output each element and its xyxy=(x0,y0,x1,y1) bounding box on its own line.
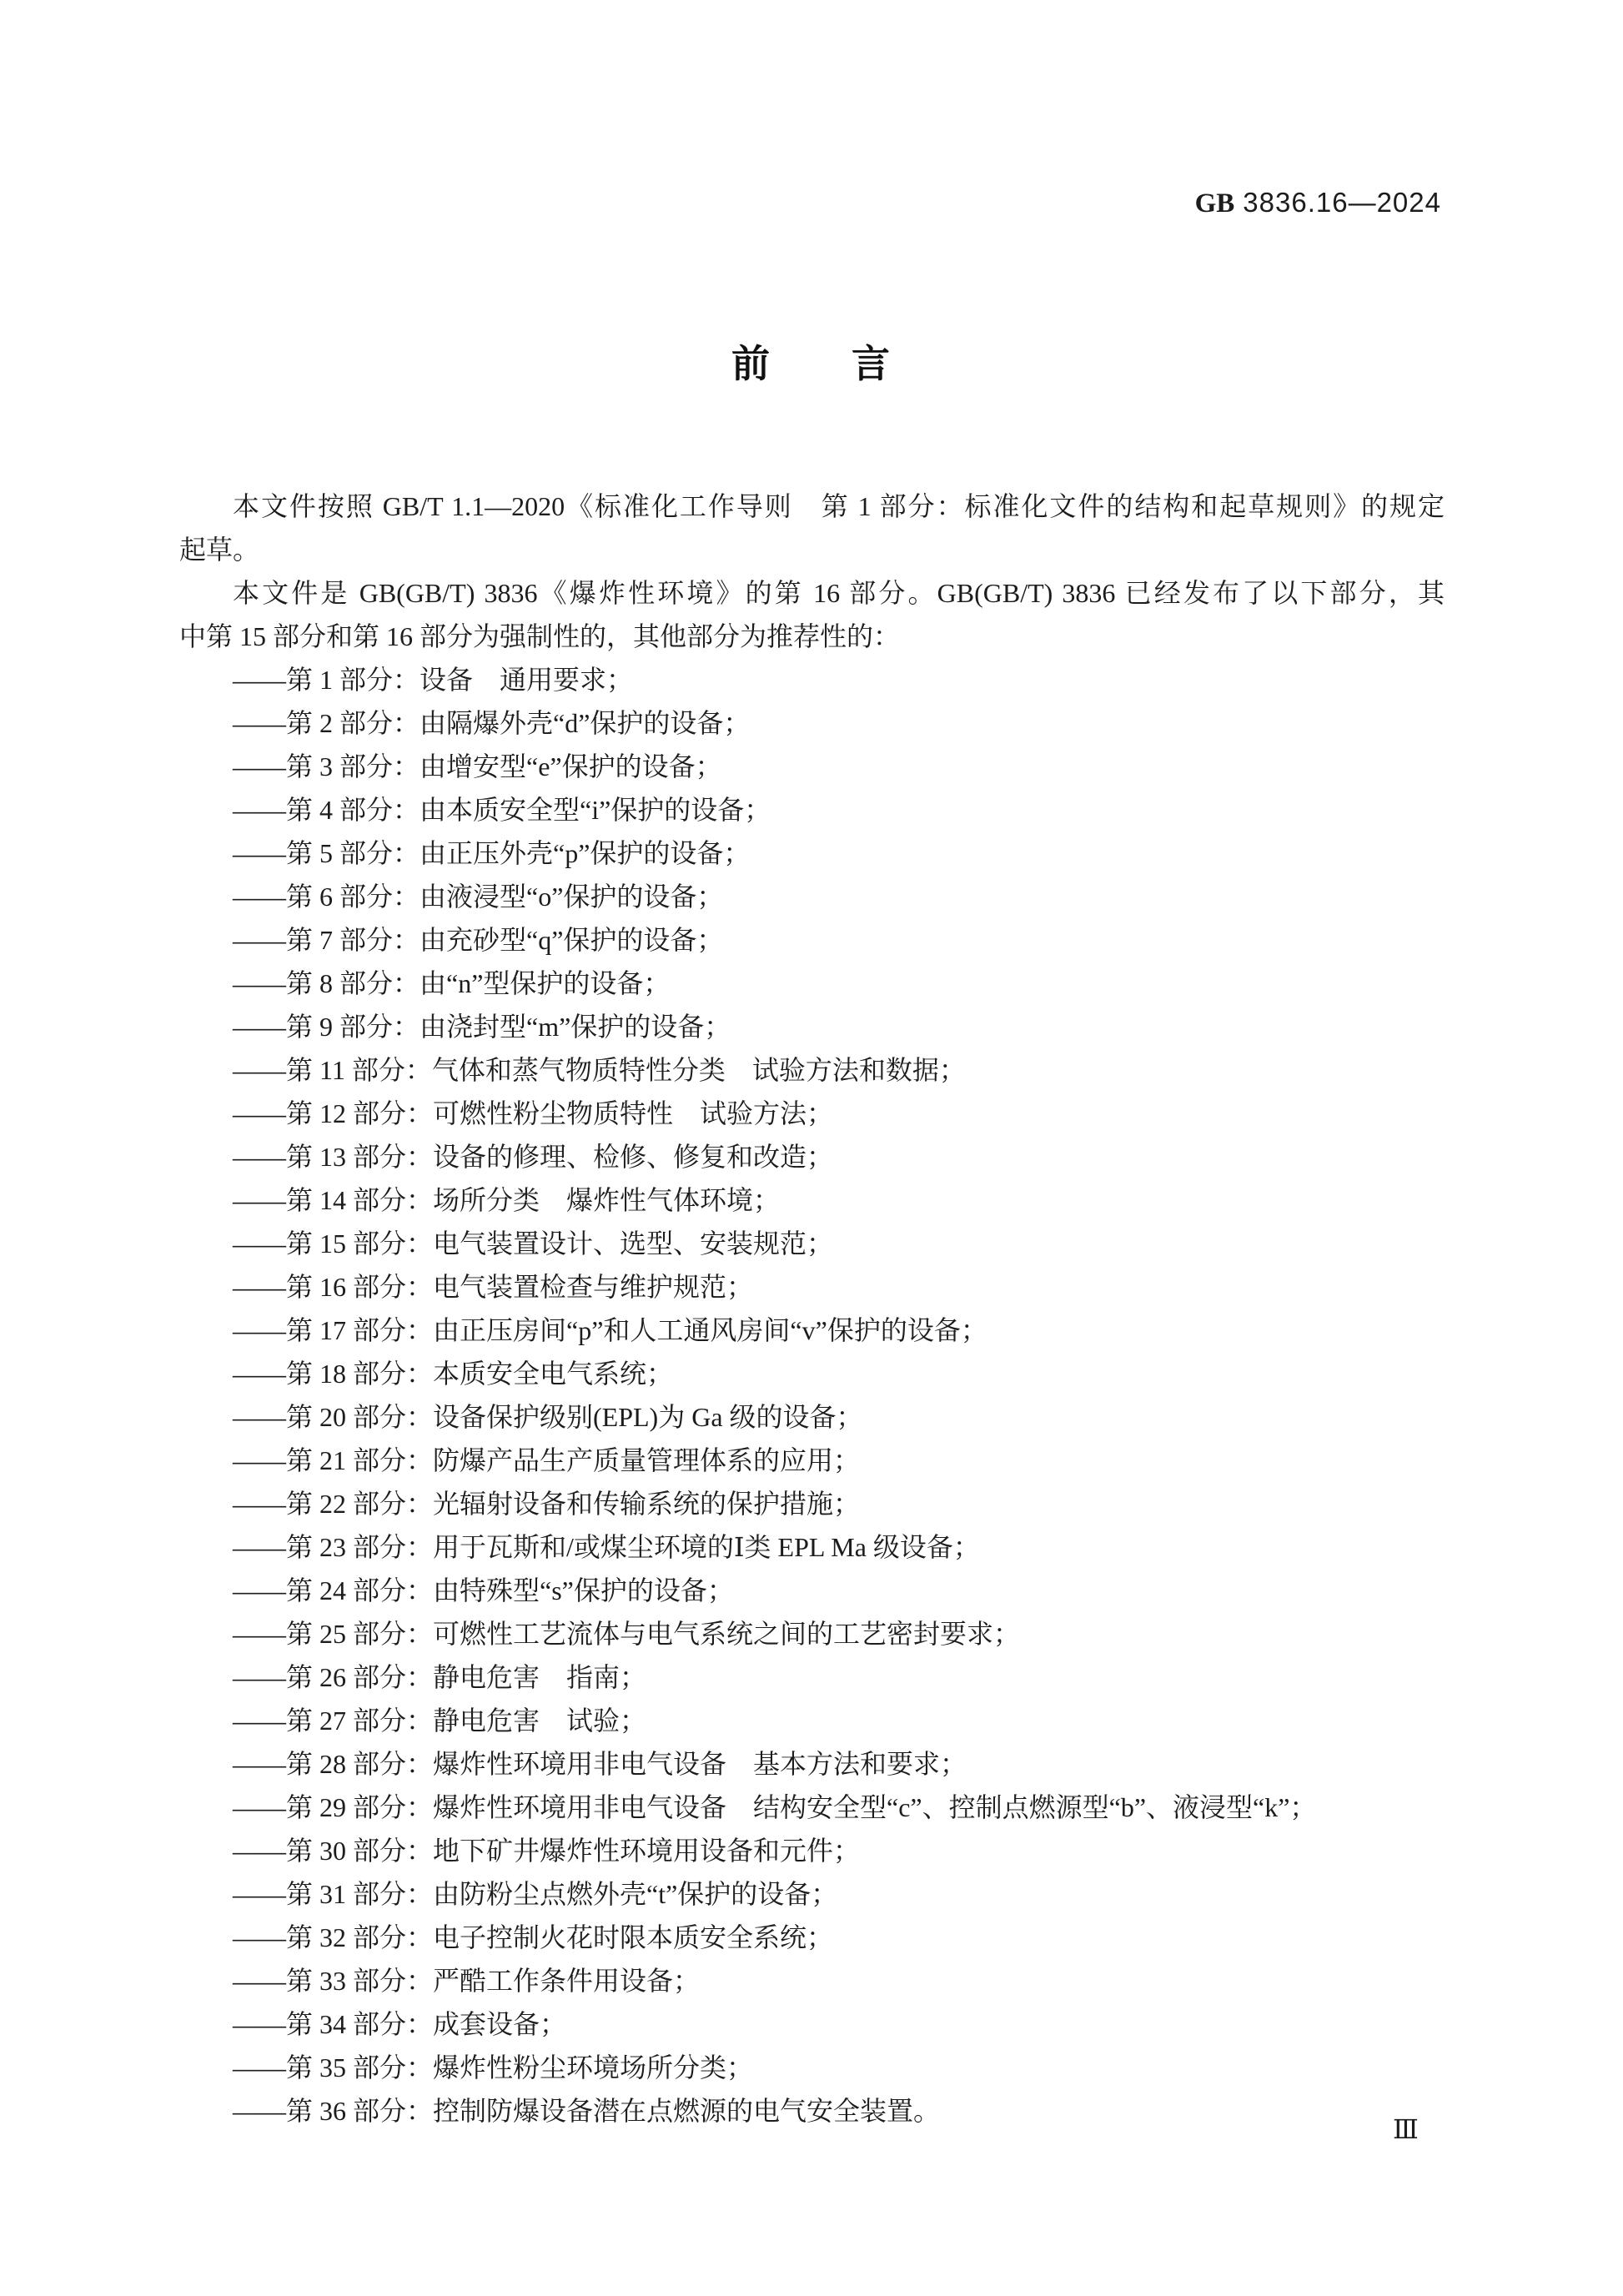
doc-code xyxy=(1195,187,1441,219)
foreword-part-item: ——第 21 部分：防爆产品生产质量管理体系的应用； xyxy=(233,1445,861,1475)
page-title: 前 言 xyxy=(731,342,892,385)
foreword-part-item: ——第 34 部分：成套设备； xyxy=(233,2009,567,2039)
foreword-part-item: ——第 27 部分：静电危害 试验； xyxy=(233,1706,647,1736)
foreword-part-item: ——第 8 部分：由“n”型保护的设备； xyxy=(233,968,671,998)
foreword-paragraph-line: 中第 15 部分和第 16 部分为强制性的，其他部分为推荐性的： xyxy=(179,621,901,651)
foreword-part-item: ——第 14 部分：场所分类 爆炸性气体环境； xyxy=(233,1185,781,1215)
foreword-part-item: ——第 4 部分：由本质安全型“i”保护的设备； xyxy=(233,795,771,825)
foreword-part-item: ——第 2 部分：由隔爆外壳“d”保护的设备； xyxy=(233,708,751,738)
foreword-part-item: ——第 28 部分：爆炸性环境用非电气设备 基本方法和要求； xyxy=(233,1749,967,1779)
foreword-paragraph-line: 本文件是 GB(GB/T) 3836《爆炸性环境》的第 16 部分。GB(GB/T) 3836 已经发布了以下部分，其 xyxy=(233,578,1445,608)
foreword-part-item: ——第 22 部分：光辐射设备和传输系统的保护措施； xyxy=(233,1489,861,1519)
foreword-part-item: ——第 36 部分：控制防爆设备潜在点燃源的电气安全装置。 xyxy=(233,2096,941,2126)
foreword-part-item: ——第 18 部分：本质安全电气系统； xyxy=(233,1359,674,1389)
foreword-part-item: ——第 31 部分：由防粉尘点燃外壳“t”保护的设备； xyxy=(233,1879,838,1909)
foreword-part-item: ——第 13 部分：设备的修理、检修、修复和改造； xyxy=(233,1142,834,1172)
foreword-part-item: ——第 35 部分：爆炸性粉尘环境场所分类； xyxy=(233,2052,754,2082)
foreword-part-item: ——第 6 部分：由液浸型“o”保护的设备； xyxy=(233,882,724,912)
foreword-part-item: ——第 24 部分：由特殊型“s”保护的设备； xyxy=(233,1575,734,1605)
foreword-part-item: ——第 25 部分：可燃性工艺流体与电气系统之间的工艺密封要求； xyxy=(233,1619,1021,1649)
foreword-part-item: ——第 20 部分：设备保护级别(EPL)为 Ga 级的设备； xyxy=(233,1402,863,1432)
foreword-part-item: ——第 17 部分：由正压房间“p”和人工通风房间“v”保护的设备； xyxy=(233,1315,987,1345)
foreword-part-item: ——第 23 部分：用于瓦斯和/或煤尘环境的Ⅰ类 EPL Ma 级设备； xyxy=(233,1532,980,1562)
foreword-part-item: ——第 16 部分：电气装置检查与维护规范； xyxy=(233,1272,754,1302)
foreword-paragraph-line: 本文件按照 GB/T 1.1—2020《标准化工作导则 第 1 部分：标准化文件的结构和起草规则》的规定 xyxy=(233,491,1445,521)
foreword-part-item: ——第 30 部分：地下矿井爆炸性环境用设备和元件； xyxy=(233,1836,861,1866)
foreword-part-item: ——第 1 部分：设备 通用要求； xyxy=(233,665,634,695)
doc-code-number: 3836.16—2024 xyxy=(1243,187,1441,218)
foreword-part-item: ——第 12 部分：可燃性粉尘物质特性 试验方法； xyxy=(233,1098,834,1128)
foreword-content xyxy=(179,485,1445,2133)
foreword-part-item: ——第 29 部分：爆炸性环境用非电气设备 结构安全型“c”、控制点燃源型“b”、液浸型“k”； xyxy=(233,1792,1317,1822)
foreword-part-item: ——第 26 部分：静电危害 指南； xyxy=(233,1662,647,1692)
foreword-part-item: ——第 5 部分：由正压外壳“p”保护的设备； xyxy=(233,838,751,868)
foreword-part-item: ——第 7 部分：由充砂型“q”保护的设备； xyxy=(233,925,724,955)
foreword-part-item: ——第 3 部分：由增安型“e”保护的设备； xyxy=(233,751,722,781)
foreword-part-item: ——第 9 部分：由浇封型“m”保护的设备； xyxy=(233,1012,731,1042)
doc-code-prefix: GB xyxy=(1194,188,1235,219)
foreword-part-item: ——第 11 部分：气体和蒸气物质特性分类 试验方法和数据； xyxy=(233,1055,966,1085)
foreword-paragraph-line: 起草。 xyxy=(179,535,260,565)
foreword-part-item: ——第 33 部分：严酷工作条件用设备； xyxy=(233,1966,701,1996)
foreword-part-item: ——第 32 部分：电子控制火花时限本质安全系统； xyxy=(233,1922,834,1952)
page-number: Ⅲ xyxy=(1393,2114,1419,2144)
foreword-part-item: ——第 15 部分：电气装置设计、选型、安装规范； xyxy=(233,1228,834,1259)
